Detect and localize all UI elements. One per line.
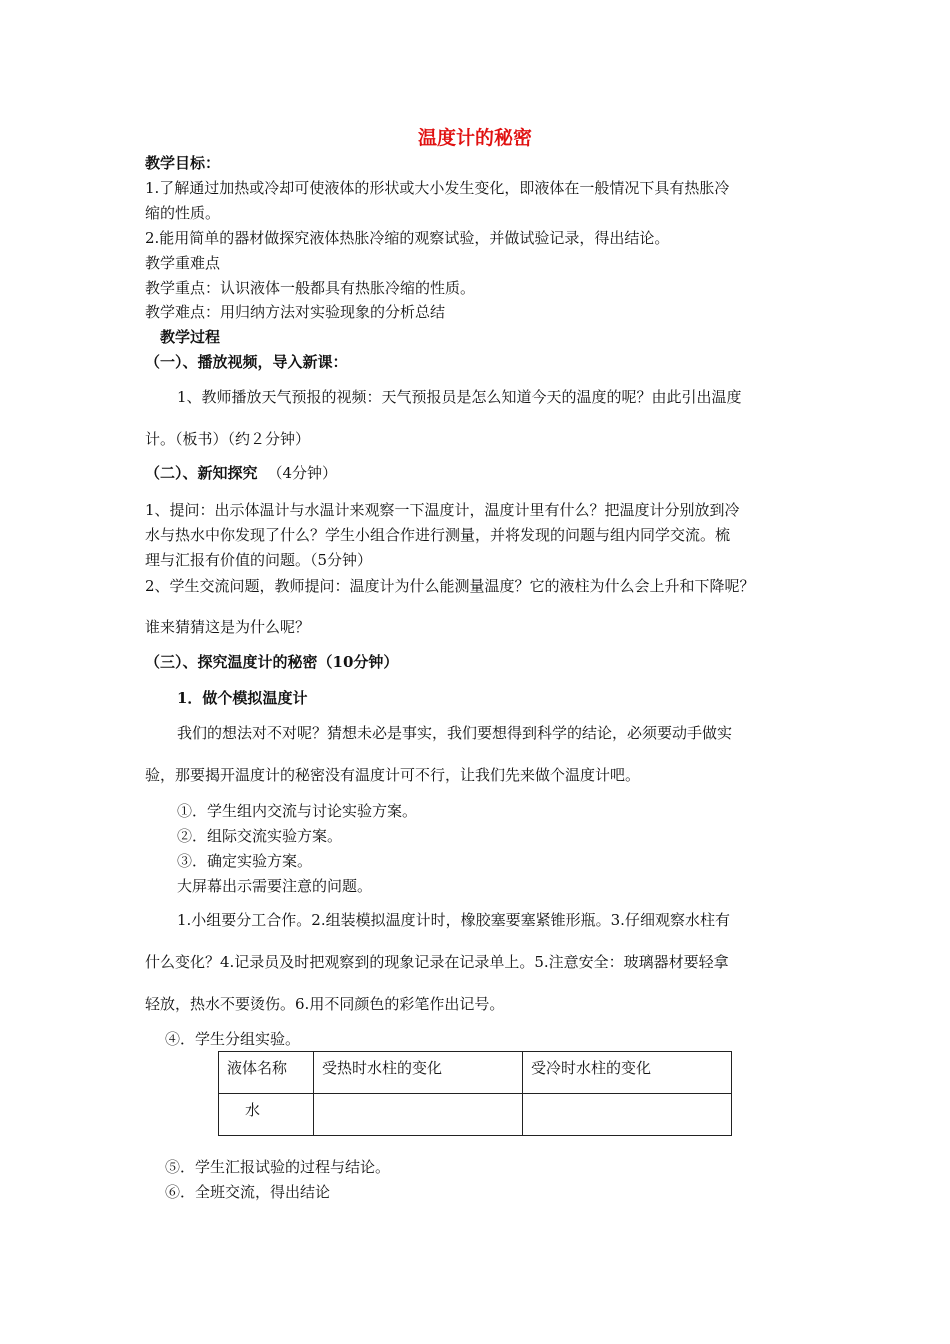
- step-5: ⑤．学生汇报试验的过程与结论。: [165, 1158, 391, 1176]
- part2-item1-line-3: 理与汇报有价值的问题。（5分钟）: [145, 551, 373, 569]
- table-row: [219, 1094, 732, 1136]
- notes-line-3: 轻放，热水不要烫伤。6.用不同颜色的彩笔作出记号。: [145, 995, 505, 1013]
- objective-1-line-2: 缩的性质。: [145, 204, 221, 222]
- record-table-header-row: [219, 1052, 732, 1094]
- document-title: 温度计的秘密: [417, 127, 532, 149]
- screen-note: 大屏幕出示需要注意的问题。: [177, 877, 373, 895]
- key-point: 教学重点：认识液体一般都具有热胀冷缩的性质。: [145, 279, 476, 297]
- key-points-heading: 教学重难点: [145, 254, 221, 272]
- step-1: ①．学生组内交流与讨论实验方案。: [177, 802, 418, 820]
- part1-paragraph-line-1: 1、教师播放天气预报的视频：天气预报员是怎么知道今天的温度的呢？由此引出温度: [177, 388, 742, 406]
- part3-paragraph-line-2: 验，那要揭开温度计的秘密没有温度计可不行，让我们先来做个温度计吧。: [145, 766, 641, 784]
- part3-paragraph-line-1: 我们的想法对不对呢？猜想未必是事实，我们要想得到科学的结论，必须要动手做实: [177, 724, 733, 742]
- part2-heading: [145, 463, 337, 483]
- part2-item2-line-2: 谁来猜猜这是为什么呢？: [145, 618, 311, 636]
- part2-heading-text: （二）、新知探究: [145, 464, 258, 482]
- header-cooled-change: 受冷时水柱的变化: [523, 1052, 732, 1094]
- step-3: ③．确定实验方案。: [177, 852, 313, 870]
- part3-subheading: 1．做个模拟温度计: [177, 689, 308, 707]
- step-4: ④．学生分组实验。: [165, 1030, 301, 1048]
- header-heated-change: 受热时水柱的变化: [314, 1052, 523, 1094]
- cell-cooled-change: [523, 1094, 732, 1136]
- part2-item2-line-1: 2、学生交流问题，教师提问：温度计为什么能测量温度？它的液柱为什么会上升和下降呢？: [145, 577, 755, 595]
- part3-heading: （三）、探究温度计的秘密（10分钟）: [145, 653, 399, 671]
- notes-line-2: 什么变化？4.记录员及时把观察到的现象记录在记录单上。5.注意安全：玻璃器材要轻拿: [145, 953, 729, 971]
- process-heading: 教学过程: [160, 328, 221, 346]
- objectives-heading: 教学目标：: [145, 154, 221, 172]
- step-6: ⑥．全班交流，得出结论: [165, 1183, 331, 1201]
- record-table: [218, 1051, 732, 1136]
- part1-paragraph-line-2: 计。（板书）（约２分钟）: [145, 430, 311, 448]
- step-2: ②．组际交流实验方案。: [177, 827, 343, 845]
- objective-2: 2.能用简单的器材做探究液体热胀冷缩的观察试验，并做试验记录，得出结论。: [145, 229, 670, 247]
- objective-1-line-1: 1.了解通过加热或冷却可使液体的形状或大小发生变化，即液体在一般情况下具有热胀冷: [145, 179, 730, 197]
- cell-liquid-name: 水: [219, 1094, 314, 1136]
- part2-heading-time: （4分钟）: [267, 464, 338, 482]
- cell-heated-change: [314, 1094, 523, 1136]
- difficult-point: 教学难点：用归纳方法对实验现象的分析总结: [145, 303, 446, 321]
- part1-heading: （一）、播放视频，导入新课：: [145, 353, 348, 371]
- part2-item1-line-1: 1、提问：出示体温计与水温计来观察一下温度计，温度计里有什么？把温度计分别放到冷: [145, 501, 740, 519]
- notes-line-1: 1.小组要分工合作。2.组装模拟温度计时，橡胶塞要塞紧锥形瓶。3.仔细观察水柱有: [177, 911, 730, 929]
- header-liquid-name: 液体名称: [219, 1052, 314, 1094]
- part2-item1-line-2: 水与热水中你发现了什么？学生小组合作进行测量，并将发现的问题与组内同学交流。梳: [145, 526, 731, 544]
